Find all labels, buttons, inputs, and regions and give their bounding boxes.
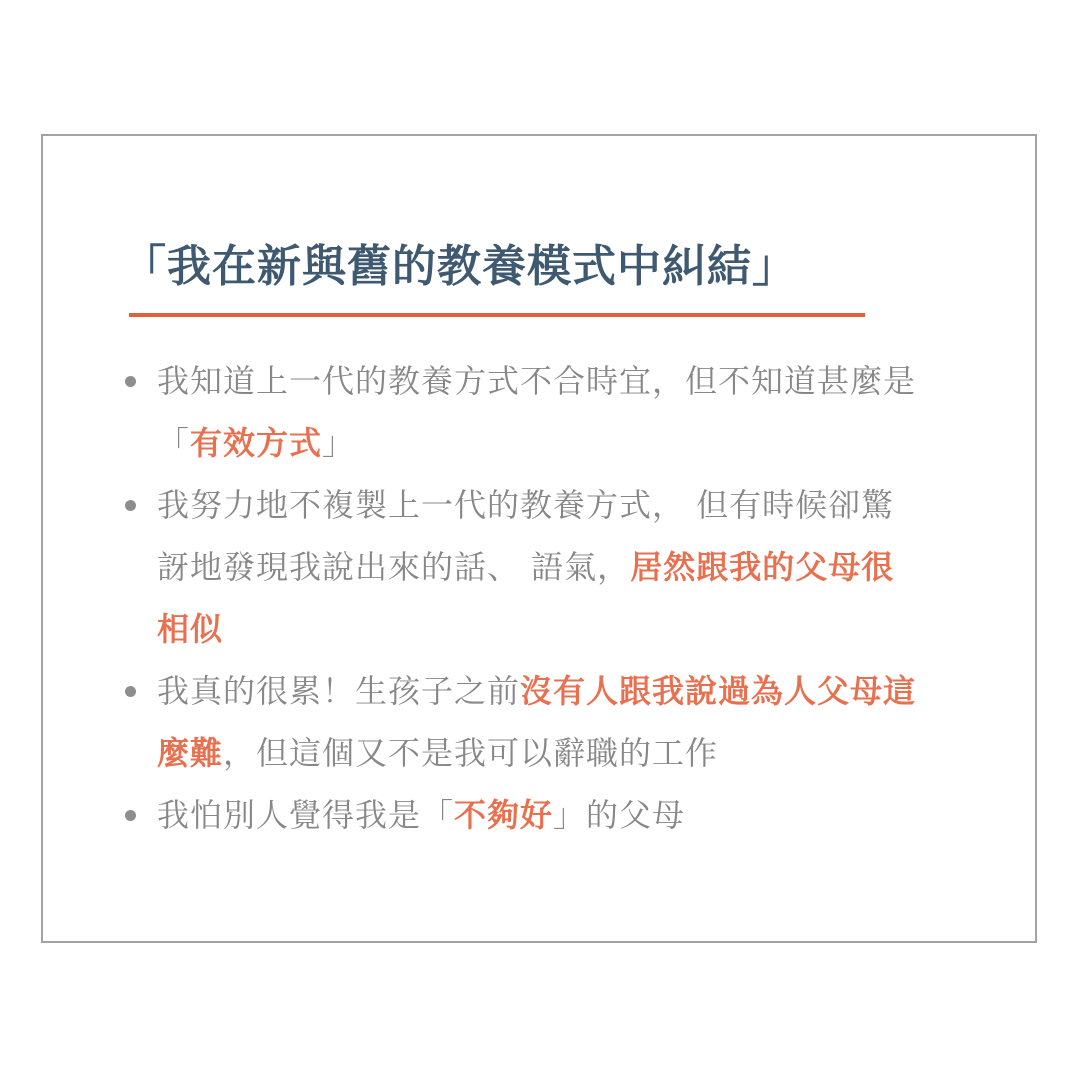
bullet-text-highlight: 有效方式 — [190, 424, 323, 462]
bullet-text-after: 」的父母 — [553, 796, 686, 834]
bullet-text-highlight: 居然跟我的父母很相似 — [157, 548, 895, 648]
bullet-text-highlight: 不夠好 — [454, 796, 554, 834]
bullet-text-before: 我努力地不複製上一代的教養方式， 但有時候卻驚訝地發現我說出來的話、 語氣， — [157, 486, 895, 586]
title-underline — [129, 313, 865, 317]
bullet-item — [123, 474, 923, 660]
bullet-dot-icon — [125, 686, 136, 697]
bullet-text-highlight: 沒有人跟我說過為人父母這麼難 — [157, 672, 917, 772]
bullet-dot-icon — [125, 810, 136, 821]
bullet-item — [123, 350, 923, 474]
bullet-text-before: 我真的很累！生孩子之前 — [157, 672, 521, 710]
bullet-text-before: 我知道上一代的教養方式不合時宜，但不知道甚麼是「 — [157, 362, 917, 462]
card-title: 「我在新與舊的教養模式中糾結」 — [122, 241, 797, 292]
bullet-item — [123, 660, 923, 784]
bullet-item — [123, 784, 923, 846]
bullet-list — [123, 350, 923, 846]
bullet-dot-icon — [125, 500, 136, 511]
bullet-text-after: 」 — [322, 424, 356, 462]
bullet-text-before: 我怕別人覺得我是「 — [157, 796, 455, 834]
bullet-text-after: ，但這個又不是我可以辭職的工作 — [223, 734, 719, 772]
content-card — [41, 134, 1037, 943]
bullet-dot-icon — [125, 376, 136, 387]
